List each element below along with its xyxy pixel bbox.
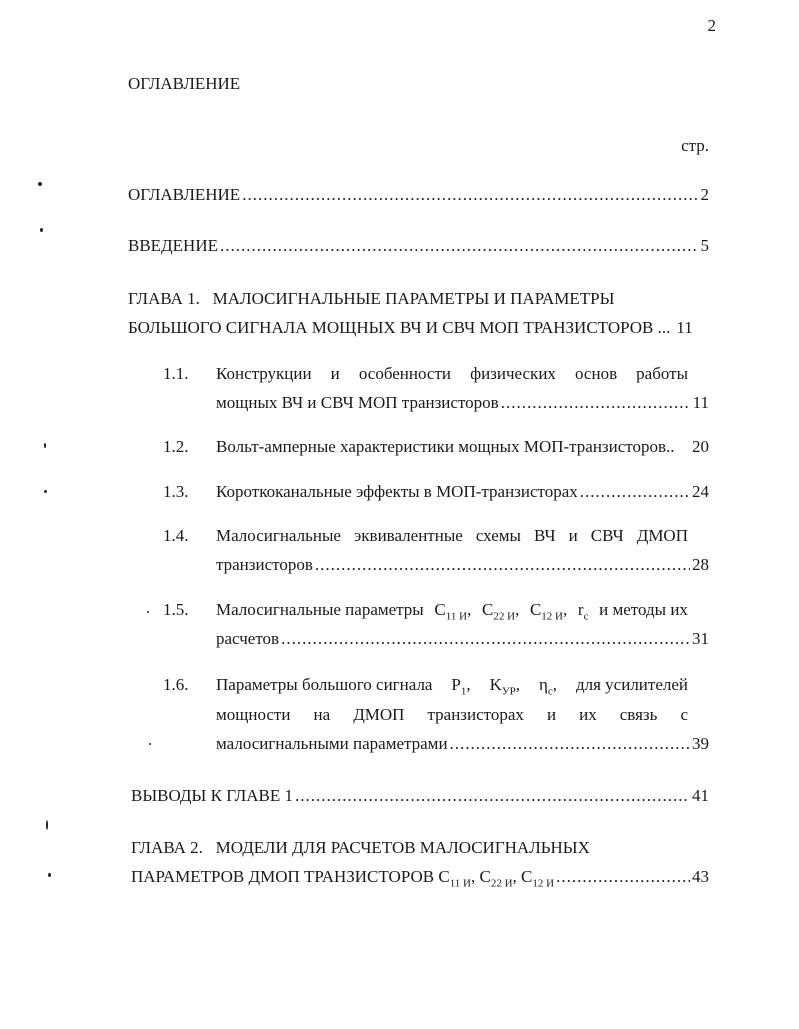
symbol: C <box>481 600 494 619</box>
toc-entry-conclusions-1[interactable] <box>131 786 709 806</box>
entry-title: БОЛЬШОГО СИГНАЛА МОЩНЫХ ВЧ И СВЧ МОП ТРАНЗИСТОРОВ ... <box>128 318 671 337</box>
entry-page: 20 <box>692 437 709 456</box>
param-p1: $P_1$, <box>451 675 471 698</box>
scan-speck <box>147 611 149 613</box>
text-fragment: и методы их <box>599 600 688 619</box>
symbol: C <box>479 867 491 886</box>
text-fragment: Малосигнальные параметры <box>216 600 424 619</box>
symbol: K <box>489 675 502 694</box>
text-fragment: ПАРАМЕТРОВ ДМОП ТРАНЗИСТОРОВ <box>131 867 435 886</box>
entry-title: ОГЛАВЛЕНИЕ <box>128 185 241 204</box>
toc-entry-section-1-5[interactable] <box>216 629 709 649</box>
entry-title: Короткоканальные эффекты в МОП-транзисторах <box>216 482 578 501</box>
entry-page: 5 <box>700 236 709 255</box>
page-number: 2 <box>707 16 716 35</box>
entry-title: расчетов <box>216 629 280 648</box>
scan-speck <box>46 820 48 830</box>
subscript: 22 И <box>490 877 513 890</box>
dot-leader <box>501 393 691 413</box>
param-c22: $C_{22 И}$, <box>481 600 520 623</box>
param-c12: $C_{12 И}$, <box>529 600 568 623</box>
section-number: 1.1. <box>163 364 189 383</box>
toc-entry-section-1-2[interactable] <box>216 437 709 457</box>
dot-leader <box>220 236 699 256</box>
symbol: r <box>577 600 584 619</box>
section-1-5-line-1 <box>216 600 688 622</box>
dot-leader <box>315 555 690 575</box>
section-1-6-line-2: мощности на ДМОП транзисторах и их связь с <box>216 705 688 724</box>
entry-title: ВВЕДЕНИЕ <box>128 236 218 255</box>
subscript: 12 И <box>541 610 563 623</box>
symbol: C <box>521 867 533 886</box>
chapter-1-line-1: ГЛАВА 1. МАЛОСИГНАЛЬНЫЕ ПАРАМЕТРЫ И ПАРАМЕТРЫ <box>128 289 615 308</box>
section-number: 1.2. <box>163 437 189 456</box>
entry-title <box>131 867 554 889</box>
param-kyp: $K_{УР}$, <box>489 675 521 698</box>
subscript: c <box>583 610 589 623</box>
subscript: 11 И <box>445 610 468 623</box>
section-number: 1.4. <box>163 526 189 545</box>
param-c11: $C_{11 И}$, <box>438 867 476 890</box>
scan-speck <box>38 182 42 186</box>
param-c22: $C_{22 И}$, <box>479 867 517 890</box>
toc-entry-section-1-6[interactable] <box>216 734 709 754</box>
toc-entry-section-1-1[interactable] <box>216 393 709 413</box>
section-number: 1.6. <box>163 675 189 694</box>
param-eta: $\eta_c$, <box>538 675 558 698</box>
param-c12 <box>521 867 555 890</box>
symbol: η <box>538 675 548 694</box>
page-column-label: стр. <box>681 136 709 155</box>
dot-leader <box>242 185 698 205</box>
scan-speck <box>48 873 51 877</box>
scan-speck <box>44 490 47 493</box>
entry-page: 28 <box>692 555 709 574</box>
entry-page: 43 <box>692 867 709 886</box>
toc-entry-introduction[interactable] <box>128 236 709 256</box>
entry-page: 11 <box>692 393 709 412</box>
toc-entry-chapter-2[interactable] <box>131 867 709 889</box>
symbol: C <box>529 600 542 619</box>
scan-speck <box>149 743 151 745</box>
page-heading: ОГЛАВЛЕНИЕ <box>128 74 241 93</box>
entry-page: 39 <box>692 734 709 753</box>
subscript: 11 И <box>449 877 471 890</box>
subscript: c <box>547 685 553 698</box>
subscript: 12 И <box>532 877 555 890</box>
entry-page: 11 <box>676 318 693 337</box>
entry-title: Вольт-амперные характеристики мощных МОП-транзисторов.. <box>216 437 675 456</box>
entry-page: 2 <box>700 185 709 204</box>
text-fragment: Параметры большого сигнала <box>216 675 433 694</box>
entry-page: 41 <box>692 786 709 805</box>
entry-title: транзисторов <box>216 555 313 574</box>
dot-leader <box>580 482 690 502</box>
entry-title: ВЫВОДЫ К ГЛАВЕ 1 <box>131 786 294 805</box>
scan-speck <box>44 443 46 448</box>
entry-title: мощных ВЧ и СВЧ МОП транзисторов <box>216 393 499 412</box>
scan-speck <box>40 228 43 232</box>
toc-entry-section-1-3[interactable] <box>216 482 709 502</box>
toc-entry-chapter-1[interactable] <box>128 318 709 338</box>
toc-entry-contents[interactable] <box>128 185 709 205</box>
symbol: C <box>434 600 446 619</box>
section-1-1-line-1: Конструкции и особенности физических основ работы <box>216 364 688 383</box>
entry-page: 24 <box>692 482 709 501</box>
dot-leader <box>281 629 690 649</box>
subscript: УР <box>501 685 516 698</box>
symbol: C <box>438 867 450 886</box>
entry-page: 31 <box>692 629 709 648</box>
param-c11: $C_{11 И}$, <box>434 600 472 623</box>
section-number: 1.5. <box>163 600 189 619</box>
section-1-4-line-1: Малосигнальные эквивалентные схемы ВЧ и СВЧ ДМОП <box>216 526 688 545</box>
subscript: 1 <box>460 685 467 698</box>
symbol: P <box>451 675 461 694</box>
entry-title: малосигнальными параметрами <box>216 734 448 753</box>
param-rc <box>578 600 589 622</box>
text-fragment: для усилителей <box>575 675 688 694</box>
section-1-6-line-1 <box>216 675 688 697</box>
toc-entry-section-1-4[interactable] <box>216 555 709 575</box>
section-number: 1.3. <box>163 482 189 501</box>
chapter-2-line-1: ГЛАВА 2. МОДЕЛИ ДЛЯ РАСЧЕТОВ МАЛОСИГНАЛЬНЫХ <box>131 838 590 857</box>
subscript: 22 И <box>493 610 516 623</box>
dot-leader <box>556 867 690 887</box>
dot-leader <box>450 734 690 754</box>
dot-leader <box>295 786 690 806</box>
